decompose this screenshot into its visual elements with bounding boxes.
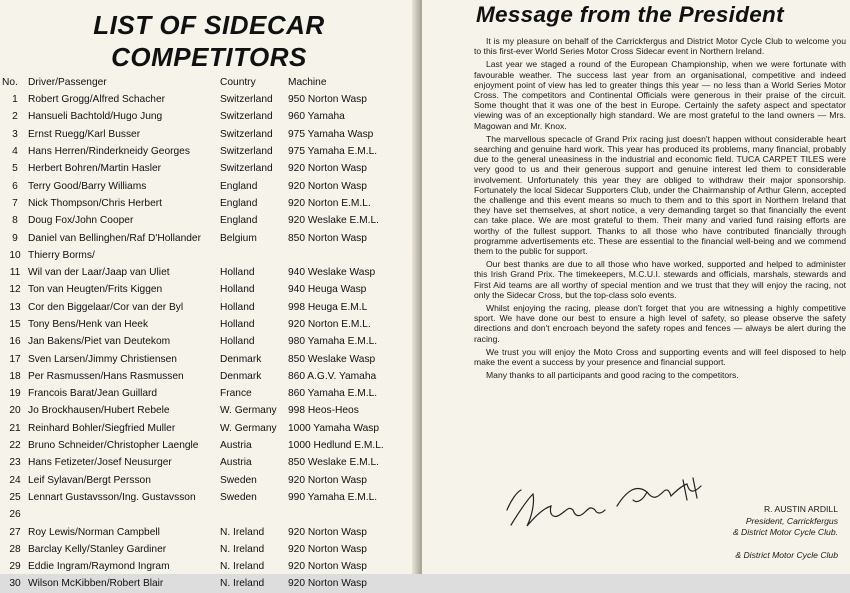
machine: 920 Norton E.M.L.: [288, 319, 371, 330]
table-row: [2, 247, 410, 264]
competitor-number: 9: [12, 232, 18, 244]
country: Austria: [220, 440, 252, 452]
table-row: [2, 333, 410, 350]
country: N. Ireland: [220, 543, 265, 555]
competitor-number: 6: [12, 180, 18, 192]
competitor-table: [2, 74, 410, 593]
driver-passenger: Bruno Schneider/Christopher Laengle: [28, 440, 199, 452]
table-row: [2, 489, 410, 506]
competitor-number: 8: [12, 215, 18, 227]
country: [220, 247, 288, 264]
column-header-no: No.: [2, 77, 18, 88]
table-row: [2, 575, 410, 592]
country: Denmark: [220, 353, 262, 365]
machine: 940 Weslake Wasp: [288, 267, 376, 279]
driver-passenger: Robert Grogg/Alfred Schacher: [28, 94, 166, 106]
country: N. Ireland: [220, 578, 265, 590]
machine: 980 Yamaha E.M.L.: [288, 336, 378, 348]
competitor-number: 21: [9, 422, 21, 434]
signature-image: [497, 470, 717, 540]
country: N. Ireland: [220, 561, 265, 573]
machine: 950 Norton Wasp: [288, 94, 367, 106]
table-row: [2, 177, 410, 194]
competitor-number: 5: [12, 163, 18, 175]
machine: 920 Weslake E.M.L.: [288, 215, 379, 227]
machine: [288, 247, 410, 264]
competitor-number: 19: [9, 388, 21, 400]
machine: 850 Weslake E.M.L.: [288, 457, 379, 469]
table-row: [2, 264, 410, 281]
message-paragraph: Many thanks to all participants and good racing to the competitors.: [486, 370, 739, 381]
country: Switzerland: [220, 94, 273, 106]
country: Sweden: [220, 474, 257, 486]
competitor-number: 12: [9, 284, 21, 296]
country: Denmark: [220, 370, 262, 382]
competitor-number: 30: [9, 578, 21, 590]
driver-passenger: Per Rasmussen/Hans Rasmussen: [28, 370, 184, 382]
machine: 960 Yamaha: [288, 111, 345, 123]
country: England: [220, 180, 258, 192]
competitor-number: 7: [12, 197, 18, 209]
machine: 920 Norton Wasp: [288, 474, 367, 486]
machine: 920 Norton Wasp: [288, 163, 367, 175]
machine: 1000 Yamaha Wasp: [288, 422, 379, 434]
machine: 998 Heos-Heos: [288, 405, 359, 417]
machine: 998 Heuga E.M.L: [288, 301, 368, 313]
competitor-number: 17: [9, 353, 21, 365]
driver-passenger: Cor den Biggelaar/Cor van der Byl: [28, 301, 184, 313]
country: Switzerland: [220, 146, 273, 158]
machine: 975 Yamaha Wasp: [288, 128, 374, 140]
machine: 920 Norton Wasp: [288, 543, 367, 555]
machine: 860 A.G.V. Yamaha: [288, 370, 377, 382]
table-row: [2, 229, 410, 246]
country: Holland: [220, 267, 255, 279]
country: Holland: [220, 319, 255, 330]
signer-title-line1: President, Carrickfergus: [745, 516, 838, 526]
competitor-number: 20: [9, 405, 21, 417]
table-row: [2, 160, 410, 177]
table-row: [2, 523, 410, 540]
country: Sweden: [220, 491, 257, 503]
country: England: [220, 215, 258, 227]
machine: 1000 Hedlund E.M.L.: [288, 440, 384, 452]
driver-passenger: Terry Good/Barry Williams: [28, 180, 147, 192]
table-row: [2, 108, 410, 125]
table-row: [2, 437, 410, 454]
table-row: [2, 420, 410, 437]
signer-title-line2: & District Motor Cycle Club.: [732, 527, 838, 537]
driver-passenger: Francois Barat/Jean Guillard: [28, 388, 158, 400]
country: Belgium: [220, 232, 257, 244]
machine: 920 Norton E.M.L.: [288, 197, 371, 209]
competitor-number: 23: [9, 457, 21, 469]
table-row: [2, 454, 410, 471]
country: France: [220, 388, 252, 400]
driver-passenger: Lennart Gustavsson/Ing. Gustavsson: [28, 491, 196, 503]
competitor-number: 11: [9, 267, 21, 279]
driver-passenger: Wilson McKibben/Robert Blair: [28, 578, 164, 590]
competitor-number: 1: [12, 94, 18, 106]
machine: 850 Norton Wasp: [288, 232, 367, 244]
country: England: [220, 197, 258, 209]
machine: 990 Yamaha E.M.L.: [288, 491, 378, 503]
message-paragraph: We trust you will enjoy the Moto Cross and supporting events and will feel disposed to help make the event a success by your presence and financial support.: [474, 346, 846, 368]
competitor-number: 10: [9, 249, 21, 261]
message-paragraph: Whilst enjoying the racing, please don't forget that you are witnessing a highly competitive sport. We have done our best to ensure a high level of safety, so please observe the safety directions and don't encroach beyond the safety ropes and fences — always be alert during the racing.: [474, 303, 846, 344]
driver-passenger: Doug Fox/John Cooper: [28, 215, 134, 227]
competitor-number: 24: [9, 474, 21, 486]
table-row: [2, 143, 410, 160]
country: Holland: [220, 336, 255, 348]
competitor-number: 15: [9, 319, 21, 330]
column-header-country: Country: [220, 77, 256, 88]
table-row: [2, 316, 410, 333]
table-row: [2, 281, 410, 298]
country: [220, 506, 288, 523]
machine: [288, 506, 410, 523]
driver-passenger: Reinhard Bohler/Siegfried Muller: [28, 422, 176, 434]
driver-passenger: Thierry Borms/: [28, 249, 95, 261]
machine: 920 Norton Wasp: [288, 526, 367, 538]
driver-passenger: Hans Fetizeter/Josef Neusurger: [28, 457, 172, 469]
competitor-number: 18: [9, 370, 21, 382]
driver-passenger: Hans Herren/Rinderkneidy Georges: [28, 146, 190, 158]
message-paragraph: Last year we staged a round of the European Championship, when we were fortunate with favourable weather. The success last year from an organisational, competitive and indeed enjoyment point of view has led to greater things this year — no less than a World Series Motor Cross. The competitors and Continental Officials were generous in their praise of the circuit. Some thought that it was one of the best in Europe. Certainly the safety aspect and spectator viewing was of an exceptionally high standard. We are most grateful to the land owners — Mrs. Magowan and Mr. Knox.: [474, 59, 846, 131]
table-row: [2, 385, 410, 402]
driver-passenger: Ernst Ruegg/Karl Busser: [28, 128, 141, 140]
driver-passenger: Ton van Heugten/Frits Kiggen: [28, 284, 163, 296]
machine: 920 Norton Wasp: [288, 578, 367, 590]
competitor-number: 22: [9, 440, 21, 452]
competitor-number: 25: [9, 491, 21, 503]
table-row: [2, 195, 410, 212]
competitor-number: 3: [12, 128, 18, 140]
table-row: [2, 126, 410, 143]
competitor-number: 29: [9, 561, 21, 573]
table-row: [2, 558, 410, 575]
table-row: [2, 350, 410, 367]
signer-title-line3: & District Motor Cycle Club: [735, 550, 838, 560]
machine: 920 Norton Wasp: [288, 561, 367, 573]
competitor-list-page: [0, 0, 418, 590]
country: Switzerland: [220, 111, 273, 123]
table-header-row: [2, 74, 410, 91]
message-paragraph: It is my pleasure on behalf of the Carrickfergus and District Motor Cycle Club to welcome you to this first-ever World Series Motor Cross Sidecar event in Northern Ireland.: [474, 36, 846, 57]
message-paragraph: The marvellous specacle of Grand Prix racing just doesn't happen without considerable heart searching and genuine hard work. This year has produced its problems, many financial, probably due to the general uneasiness in the industrial and economic field. TUCA CARPET TILES were very good to us and their generous support and genuine interest led them to considerable involvement. Unfortunately this year they are obliged to withdraw their major sponsorship. Fortunately the local Sidecar Supporters Club, under the Chairmanship of Arthur Glenn, accepted the challenge and this event means so much to them and to this sport in Northern Ireland that they have set themselves, at short notice, a very demanding target so that financially the event can take place. We are most grateful to them. Their many and varied fund raising efforts are worthy of the fullest support. Thanks to all those who have contributed financially through programme advertisements etc. These are essential to the financial well-being and we commend them to the public for support.: [474, 133, 846, 257]
table-row: [2, 212, 410, 229]
competitor-number: 4: [12, 146, 18, 158]
competitor-number: 27: [9, 526, 21, 538]
competitor-number: 26: [9, 509, 21, 521]
page-title-line2: COMPETITORS: [111, 42, 307, 72]
table-row: [2, 541, 410, 558]
driver-passenger: Jo Brockhausen/Hubert Rebele: [28, 405, 170, 417]
competitor-number: 13: [9, 301, 21, 313]
driver-passenger: Herbert Bohren/Martin Hasler: [28, 163, 162, 175]
machine: 975 Yamaha E.M.L.: [288, 146, 378, 158]
table-row: [2, 506, 410, 523]
column-header-machine: Machine: [288, 77, 327, 88]
competitor-number: 16: [9, 336, 21, 348]
country: Switzerland: [220, 128, 273, 140]
competitor-rows: [2, 91, 410, 593]
table-row: [2, 299, 410, 316]
table-row: [2, 368, 410, 385]
president-message-page: [422, 0, 850, 574]
country: Austria: [220, 457, 252, 469]
driver-passenger: Roy Lewis/Norman Campbell: [28, 526, 160, 538]
table-row: [2, 472, 410, 489]
message-paragraph: Our best thanks are due to all those who have worked, supported and helped to administer this Irish Grand Prix. The timekeepers, M.C.U.I. stewards and officials, marshals, stewards and First Aid teams are all worthy of special mention and we trust that they will enjoy the racing, not only the Sidecar Cross, but the top-class solo events.: [474, 259, 846, 300]
driver-passenger: Wil van der Laar/Jaap van Uliet: [28, 267, 170, 279]
driver-passenger: [28, 506, 220, 523]
signer-name: R. AUSTIN ARDILL: [763, 504, 838, 514]
country: Holland: [220, 284, 255, 296]
machine: 940 Heuga Wasp: [288, 284, 367, 296]
machine: 920 Norton Wasp: [288, 180, 367, 192]
country: W. Germany: [220, 405, 277, 417]
driver-passenger: Nick Thompson/Chris Herbert: [28, 197, 162, 209]
driver-passenger: Barclay Kelly/Stanley Gardiner: [28, 543, 167, 555]
country: Switzerland: [220, 163, 273, 175]
table-row: [2, 402, 410, 419]
machine: 860 Yamaha E.M.L.: [288, 388, 378, 400]
competitor-number: 2: [12, 111, 18, 123]
competitor-number: 28: [9, 543, 21, 555]
driver-passenger: Daniel van Bellinghen/Raf D'Hollander: [28, 232, 201, 244]
country: Holland: [220, 301, 255, 313]
column-header-driver: Driver/Passenger: [28, 77, 107, 88]
driver-passenger: Hansueli Bachtold/Hugo Jung: [28, 111, 163, 123]
message-body: [474, 36, 846, 384]
country: N. Ireland: [220, 526, 265, 538]
driver-passenger: Eddie Ingram/Raymond Ingram: [28, 561, 170, 573]
driver-passenger: Leif Sylavan/Bergt Persson: [28, 474, 151, 486]
driver-passenger: Sven Larsen/Jimmy Christiensen: [28, 353, 177, 365]
driver-passenger: Jan Bakens/Piet van Deutekom: [28, 336, 171, 348]
country: W. Germany: [220, 422, 277, 434]
page-title-line1: LIST OF SIDECAR: [93, 10, 325, 40]
driver-passenger: Tony Bens/Henk van Heek: [28, 319, 149, 330]
table-row: [2, 91, 410, 108]
message-title: Message from the President: [476, 2, 784, 27]
machine: 850 Weslake Wasp: [288, 353, 376, 365]
